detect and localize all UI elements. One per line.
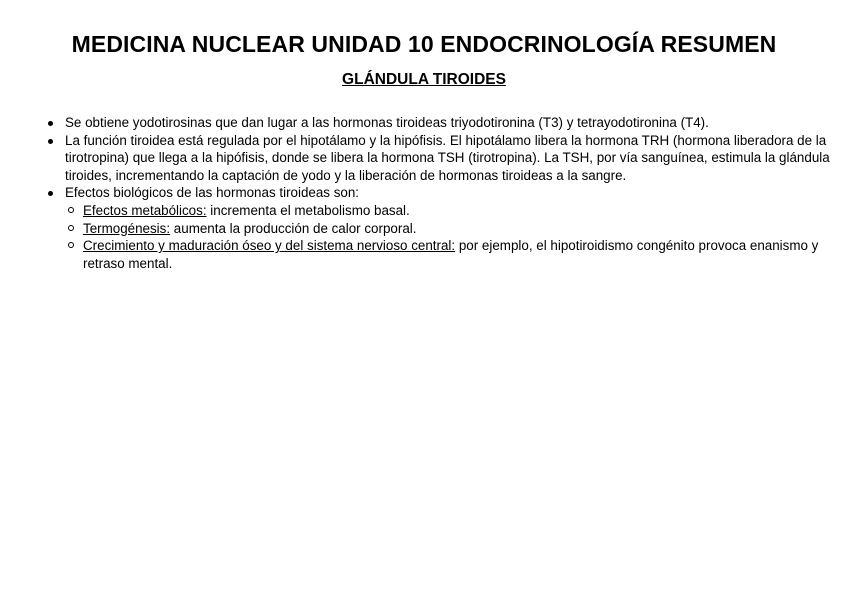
effect-description: por ejemplo, el hipotiroidismo congénito provoca enanismo y retraso mental.	[83, 238, 819, 271]
bullet-list	[47, 114, 837, 272]
list-item-text: La función tiroidea está regulada por el hipotálamo y la hipófisis. El hipotálamo libera la hormona TRH (hormona liberadora de la tirotropina) que llega a la hipófisis, donde se libera la hormona TSH (tirotropina). La TSH, por vía sanguínea, estimula la glándula tiroides, incrementando la captación de yodo y la liberación de hormonas tiroideas a la sangre.	[65, 132, 830, 183]
circle-bullet-icon	[68, 225, 74, 231]
effect-description: aumenta la producción de calor corporal.	[170, 220, 417, 236]
circle-bullet-icon	[68, 207, 74, 213]
document-title: MEDICINA NUCLEAR UNIDAD 10 ENDOCRINOLOGÍA RESUMEN	[71, 31, 777, 57]
effect-term: Termogénesis:	[83, 220, 171, 236]
list-item	[47, 132, 837, 185]
effect-description: incrementa el metabolismo basal.	[206, 202, 410, 218]
bullet-icon	[48, 121, 53, 126]
sub-bullet-list	[65, 202, 837, 272]
list-item-text: Se obtiene yodotirosinas que dan lugar a las hormonas tiroideas triyodotironina (T3) y tetrayodotironina (T4).	[65, 115, 709, 130]
effect-term: Efectos metabólicos:	[83, 202, 207, 218]
list-item-text: Efectos biológicos de las hormonas tiroideas son:	[65, 185, 360, 201]
section-heading: GLÁNDULA TIROIDES	[342, 71, 506, 88]
sub-list-item	[65, 202, 837, 220]
sub-list-item	[65, 237, 837, 272]
effect-term: Crecimiento y maduración óseo y del sistema nervioso central:	[83, 238, 456, 254]
list-item	[47, 184, 837, 272]
bullet-icon	[48, 191, 53, 196]
circle-bullet-icon	[68, 242, 74, 248]
list-item	[47, 114, 837, 132]
sub-list-item	[65, 220, 837, 238]
bullet-icon	[48, 139, 53, 144]
